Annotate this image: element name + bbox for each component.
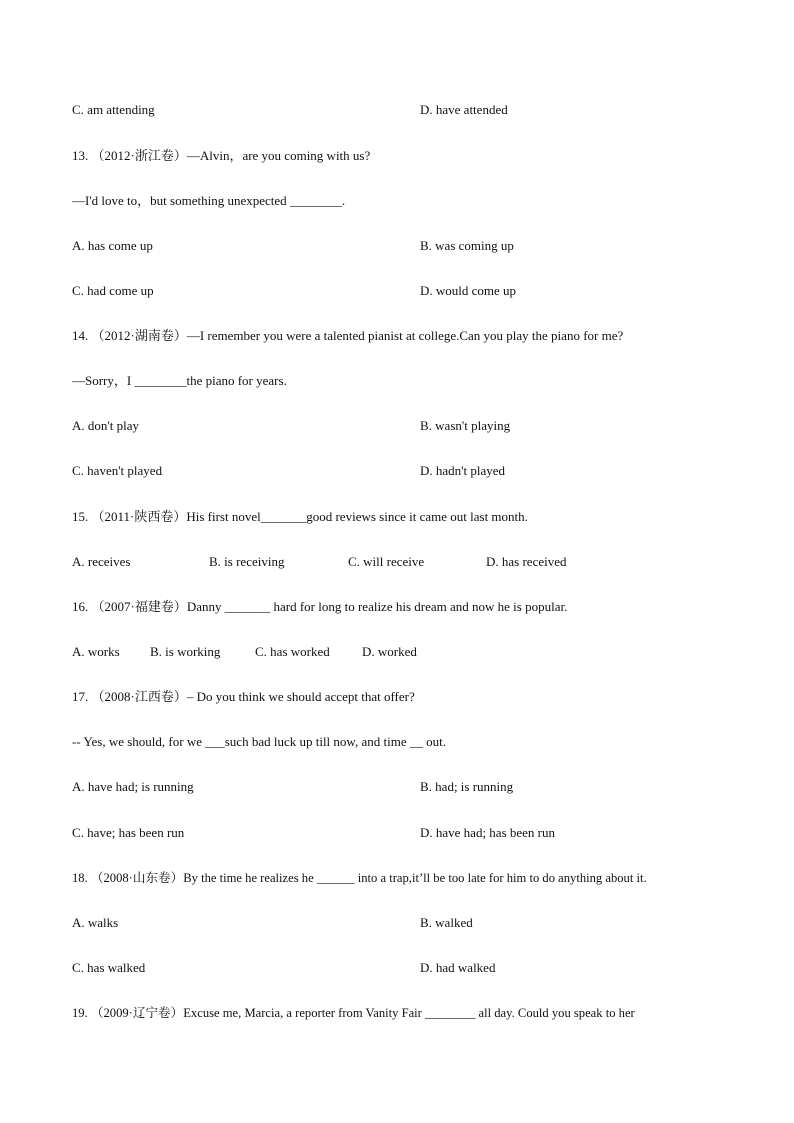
q15-stem: 15. （2011·陕西卷）His first novel_______good reviews since it came out last month.	[72, 509, 528, 524]
q18-option-a: A. walks	[72, 915, 119, 930]
q15-option-d: D. has received	[486, 554, 567, 569]
q14-options-row-1	[72, 418, 511, 434]
q17-options-row-1	[72, 779, 514, 795]
q16-option-b: B. is working	[150, 644, 221, 659]
q13-stem: 13. （2012·浙江卷）—Alvin，are you coming with us?	[72, 148, 371, 163]
q18-stem: 18. （2008·山东卷）By the time he realizes he ______ into a trap,it’ll be too late for him to do anything about it.	[72, 871, 647, 885]
q14-option-d: D. hadn't played	[420, 463, 506, 478]
q13-option-b: B. was coming up	[420, 238, 514, 253]
q13-reply: —I'd love to，but something unexpected ________.	[72, 193, 346, 208]
q19-stem: 19. （2009·辽宁卷）Excuse me, Marcia, a reporter from Vanity Fair ________ all day. Could you speak to her	[72, 1006, 635, 1020]
q18-option-c: C. has walked	[72, 960, 146, 975]
q18-option-b: B. walked	[420, 915, 473, 930]
q14-option-a: A. don't play	[72, 418, 139, 433]
q14-option-c: C. haven't played	[72, 463, 163, 478]
q13-options-row-1	[72, 238, 514, 254]
q14-stem: 14. （2012·湖南卷）—I remember you were a talented pianist at college.Can you play the piano for me?	[72, 328, 624, 343]
q15-option-b: B. is receiving	[209, 554, 285, 569]
q13-options-row-2	[72, 283, 517, 299]
q15-options-row	[72, 554, 672, 570]
q18-options-row-1	[72, 915, 473, 931]
q12-option-c: C. am attending	[72, 102, 155, 117]
q14-option-b: B. wasn't playing	[420, 418, 511, 433]
q17-option-d: D. have had; has been run	[420, 825, 556, 840]
q17-option-b: B. had; is running	[420, 779, 514, 794]
q16-option-c: C. has worked	[255, 644, 330, 659]
q13-option-a: A. has come up	[72, 238, 153, 253]
q14-options-row-2	[72, 463, 506, 479]
q17-options-row-2	[72, 825, 556, 841]
q17-stem: 17. （2008·江西卷）– Do you think we should accept that offer?	[72, 689, 415, 704]
q15-option-a: A. receives	[72, 554, 131, 569]
q18-options-row-2	[72, 960, 496, 976]
q13-option-d: D. would come up	[420, 283, 517, 298]
q17-option-c: C. have; has been run	[72, 825, 185, 840]
q12-option-d: D. have attended	[420, 102, 508, 117]
q16-option-a: A. works	[72, 644, 120, 659]
q13-option-c: C. had come up	[72, 283, 154, 298]
q16-stem: 16. （2007·福建卷）Danny _______ hard for long to realize his dream and now he is popular.	[72, 599, 568, 614]
q17-option-a: A. have had; is running	[72, 779, 194, 794]
q16-options-row	[72, 644, 472, 660]
q12-options-row	[72, 102, 508, 118]
q18-option-d: D. had walked	[420, 960, 496, 975]
q16-option-d: D. worked	[362, 644, 417, 659]
q17-reply: -- Yes, we should, for we ___such bad luck up till now, and time __ out.	[72, 734, 446, 749]
q15-option-c: C. will receive	[348, 554, 425, 569]
q14-reply: —Sorry，I ________the piano for years.	[72, 373, 287, 388]
